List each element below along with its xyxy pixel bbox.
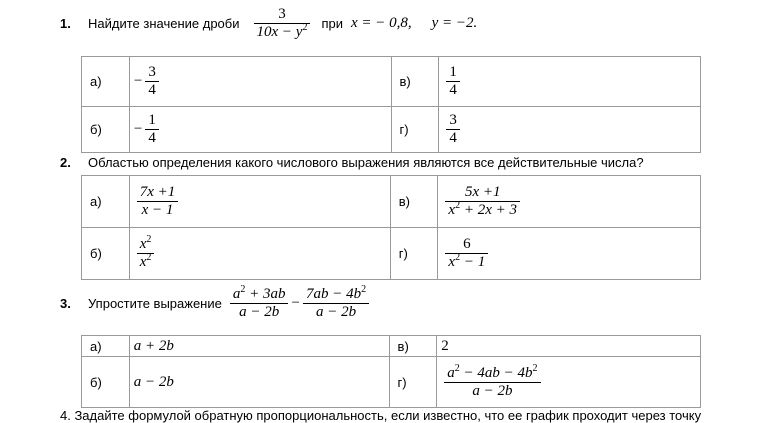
operator: − — [291, 295, 300, 311]
question-text: Областью определения какого числового выражения являются все действительные числа? — [88, 155, 644, 170]
answer-table-2 — [81, 175, 701, 280]
question-text: Найдите значение дроби — [88, 16, 240, 31]
option-g[interactable]: $\frac{6}{x^2 - 1}$ — [438, 228, 701, 280]
fraction-denominator: $10x - y^2$ — [256, 22, 308, 40]
option-label: г) — [390, 228, 438, 280]
option-label: б) — [82, 228, 130, 280]
option-a[interactable]: a + 2b — [129, 336, 389, 357]
condition-x: x = − 0,8, — [350, 15, 412, 31]
option-a[interactable]: − $\frac{3}{4}$ — [129, 57, 391, 107]
fraction — [254, 6, 311, 41]
option-g[interactable]: $\frac{3}{4}$ — [439, 107, 701, 153]
option-label: а) — [82, 336, 130, 357]
question-number: 1. — [60, 16, 71, 31]
fraction-numerator: 3 — [278, 6, 286, 22]
option-label: в) — [391, 57, 439, 107]
option-b[interactable]: $\frac{x^2}{x^2}$ — [129, 228, 390, 280]
question-1 — [60, 6, 477, 41]
option-label: в) — [389, 336, 437, 357]
question-text: Упростите выражение — [88, 296, 222, 311]
option-label: б) — [82, 107, 130, 153]
answer-table-3 — [81, 335, 701, 408]
fraction-2: $\frac{7ab - 4b^2}{a - 2b}$ — [303, 286, 369, 321]
option-v[interactable]: $\frac{5x +1}{x^2 + 2x + 3}$ — [438, 176, 701, 228]
question-3 — [60, 286, 372, 321]
question-number: 2. — [60, 155, 71, 170]
question-number: 3. — [60, 296, 71, 311]
option-a[interactable]: $\frac{7x +1}{x - 1}$ — [129, 176, 390, 228]
option-label: г) — [389, 357, 437, 408]
fraction-1: $\frac{a^2 + 3ab}{a - 2b}$ — [230, 286, 289, 321]
option-g[interactable]: $\frac{a^2 - 4ab - 4b^2}{a - 2b}$ — [437, 357, 701, 408]
option-label: в) — [390, 176, 438, 228]
condition-word: при — [321, 16, 343, 31]
option-label: г) — [391, 107, 439, 153]
option-v[interactable]: $\frac{1}{4}$ — [439, 57, 701, 107]
question-4-cutoff: 4. Задайте формулой обратную пропорциональность, если известно, что ее график проходит через точку — [60, 408, 702, 423]
question-2 — [60, 155, 644, 170]
option-label: а) — [82, 176, 130, 228]
option-b[interactable]: − $\frac{1}{4}$ — [129, 107, 391, 153]
answer-table-1 — [81, 56, 701, 153]
option-label: б) — [82, 357, 130, 408]
condition-y: y = −2. — [431, 15, 478, 31]
option-v[interactable]: 2 — [437, 336, 701, 357]
option-label: а) — [82, 57, 130, 107]
option-b[interactable]: a − 2b — [129, 357, 389, 408]
